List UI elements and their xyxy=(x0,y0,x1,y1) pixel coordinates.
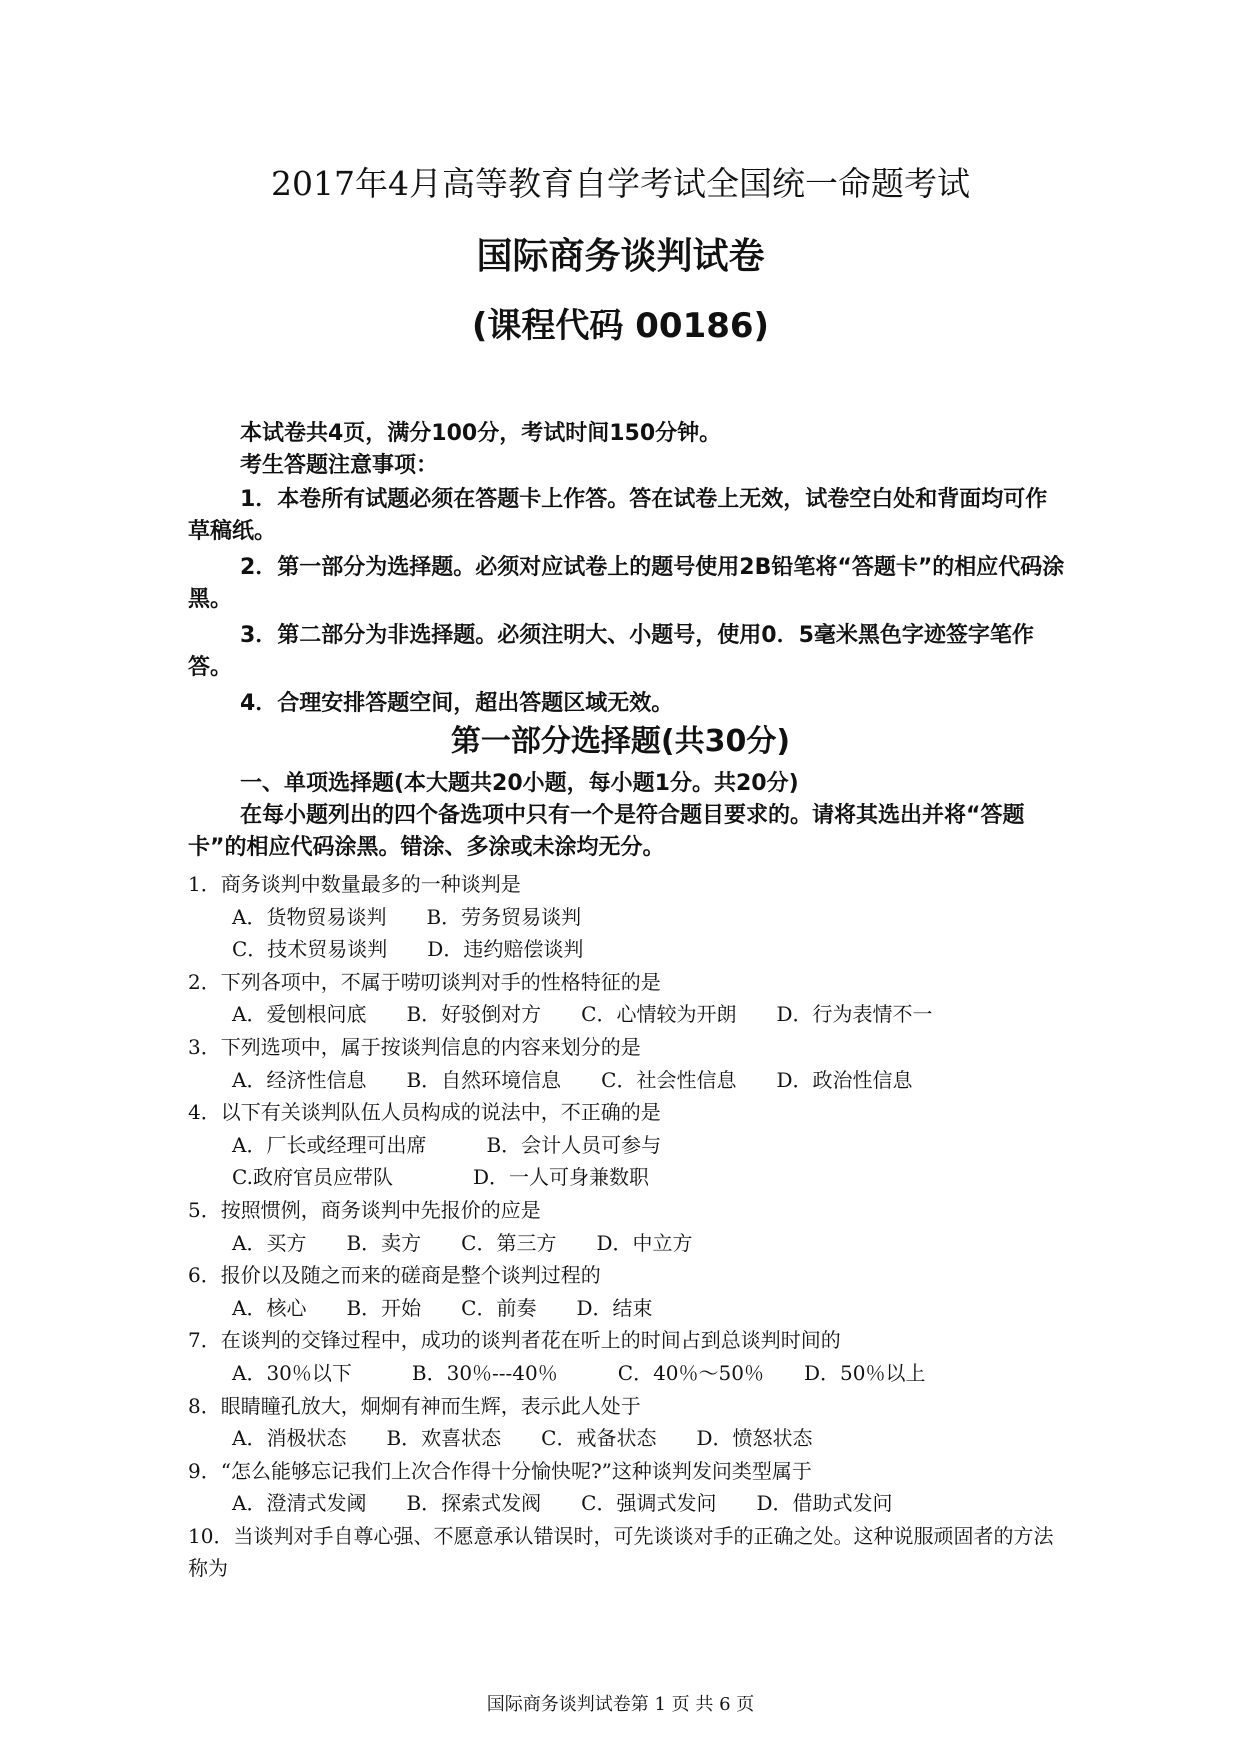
question-item xyxy=(188,1520,1068,1585)
exam-title: 2017年4月高等教育自学考试全国统一命题考试 xyxy=(271,164,970,203)
section-intro xyxy=(188,768,1068,864)
notice-item: 1．本卷所有试题必须在答题卡上作答。答在试卷上无效，试卷空白处和背面均可作草稿纸。 xyxy=(188,487,1048,544)
question-stem: 7．在谈判的交锋过程中，成功的谈判者花在听上的时间占到总谈判时间的 xyxy=(188,1328,841,1353)
notice-item: 3．第二部分为非选择题。必须注明大、小题号，使用0．5毫米黑色字迹签字笔作答。 xyxy=(188,623,1034,680)
exam-summary: 本试卷共4页，满分100分，考试时间150分钟。 xyxy=(240,421,722,446)
question-options: A．核心 B．开始 C．前奏 D．结束 xyxy=(232,1295,653,1320)
question-stem: 8．眼睛瞳孔放大，炯炯有神而生辉，表示此人处于 xyxy=(188,1393,641,1418)
question-options: A．经济性信息 B．自然环境信息 C．社会性信息 D．政治性信息 xyxy=(232,1067,913,1092)
question-item xyxy=(188,1390,1068,1455)
question-item xyxy=(188,1096,1068,1194)
question-item xyxy=(188,1324,1068,1389)
question-stem: 1．商务谈判中数量最多的一种谈判是 xyxy=(188,872,521,896)
question-item xyxy=(188,1259,1068,1324)
instructions xyxy=(188,418,1068,720)
question-list xyxy=(188,868,1068,1585)
question-options: C．技术贸易谈判 D．违约赔偿谈判 xyxy=(232,937,584,962)
question-options: A．澄清式发阈 B．探索式发阀 C．强调式发问 D．借助式发问 xyxy=(232,1491,893,1516)
question-item xyxy=(188,868,1068,966)
notice-item: 2．第一部分为选择题。必须对应试卷上的题号使用2B铅笔将“答题卡”的相应代码涂黑。 xyxy=(188,555,1065,612)
notice-title: 考生答题注意事项： xyxy=(240,453,439,478)
exam-subject: 国际商务谈判试卷 xyxy=(476,236,765,277)
question-stem: 9．“怎么能够忘记我们上次合作得十分愉快呢?”这种谈判发问类型属于 xyxy=(188,1458,812,1483)
notice-item: 4．合理安排答题空间，超出答题区域无效。 xyxy=(240,691,674,716)
question-options: A．30％以下 B．30％---40％ C．40％～50％ D．50％以上 xyxy=(232,1360,926,1385)
question-options: A．爱刨根问底 B．好驳倒对方 C．心情较为开朗 D．行为表情不一 xyxy=(232,1002,933,1027)
page-footer: 国际商务谈判试卷第 1 页 共 6 页 xyxy=(486,1694,755,1715)
question-options: A．消极状态 B．欢喜状态 C．戒备状态 D．愤怒状态 xyxy=(232,1426,813,1451)
part1-title: 第一部分选择题(共30分) xyxy=(450,724,791,759)
question-stem: 10．当谈判对手自尊心强、不愿意承认错误时，可先谈谈对手的正确之处。这种说服顽固者的方法称为 xyxy=(188,1523,1054,1581)
question-item xyxy=(188,966,1068,1031)
question-options: A．买方 B．卖方 C．第三方 D．中立方 xyxy=(232,1230,693,1255)
question-options: C.政府官员应带队 D．一人可身兼数职 xyxy=(232,1165,649,1190)
question-stem: 2．下列各项中，不属于唠叨谈判对手的性格特征的是 xyxy=(188,969,661,994)
question-stem: 3．下列选项中，属于按谈判信息的内容来划分的是 xyxy=(188,1034,641,1059)
course-code: (课程代码 00186) xyxy=(471,306,770,346)
question-stem: 4．以下有关谈判队伍人员构成的说法中，不正确的是 xyxy=(188,1100,661,1125)
question-item xyxy=(188,1031,1068,1096)
question-options: A．厂长或经理可出席 B．会计人员可参与 xyxy=(232,1132,662,1157)
question-options: A．货物贸易谈判 B．劳务贸易谈判 xyxy=(232,904,582,929)
question-stem: 6．报价以及随之而来的磋商是整个谈判过程的 xyxy=(188,1263,601,1288)
section-description: 在每小题列出的四个备选项中只有一个是符合题目要求的。请将其选出并将“答题卡”的相应代码涂黑。错涂、多涂或未涂均无分。 xyxy=(188,803,1025,860)
question-item xyxy=(188,1455,1068,1520)
section-heading: 一、单项选择题(本大题共20小题，每小题1分。共20分) xyxy=(240,771,799,796)
question-stem: 5．按照惯例，商务谈判中先报价的应是 xyxy=(188,1197,541,1222)
question-item xyxy=(188,1194,1068,1259)
